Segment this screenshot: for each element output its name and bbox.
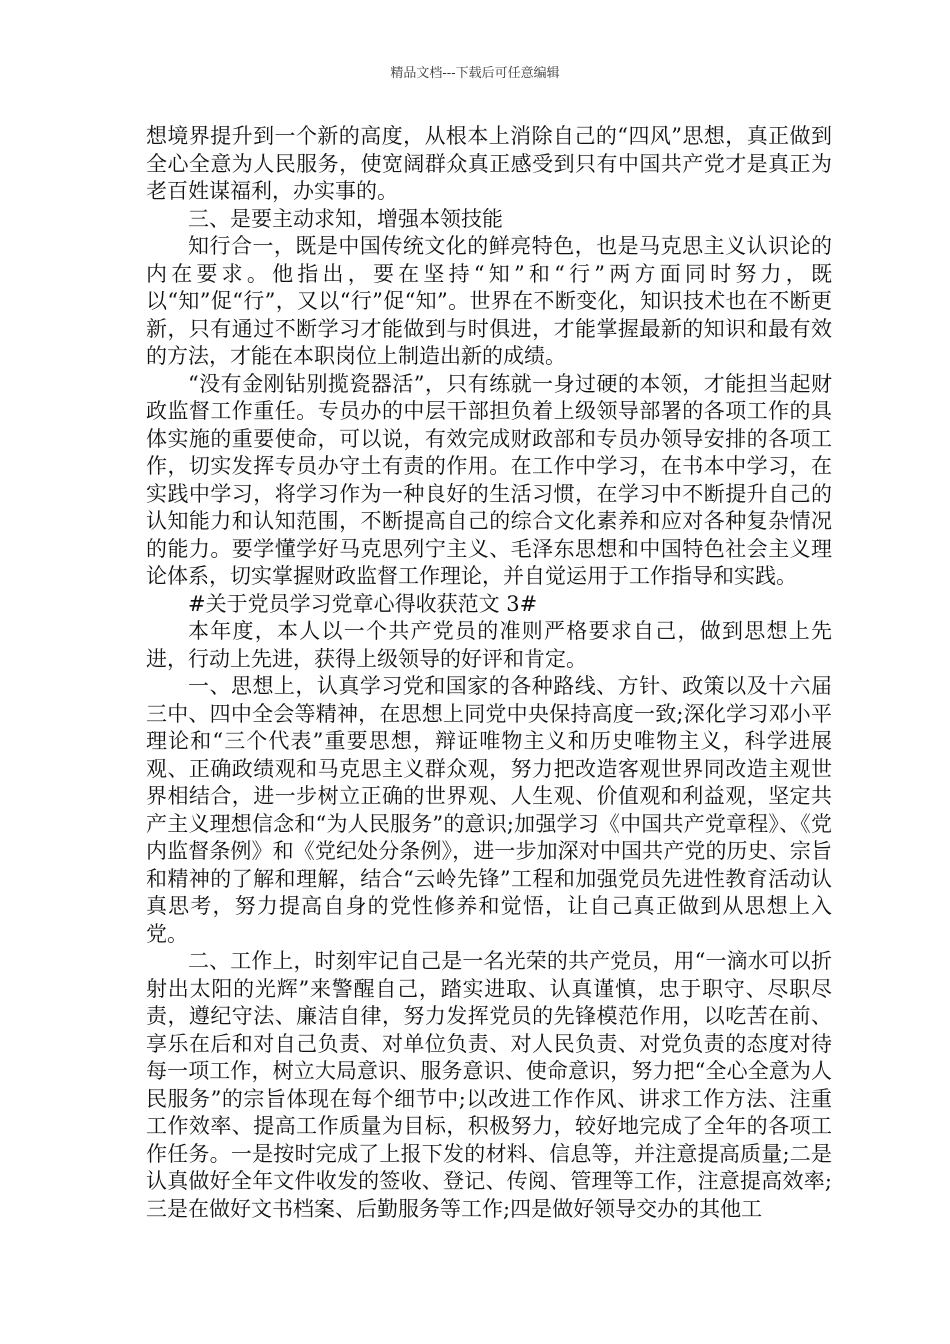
article-title-3: #关于党员学习党章心得收获范文 3# <box>188 591 538 616</box>
running-header: 精品文档---下载后可任意编辑 <box>390 66 560 81</box>
section-heading-3: 三、是要主动求知，增强本领技能 <box>188 206 503 231</box>
document-body <box>146 123 832 1223</box>
paragraph-continuation: 想境界提升到一个新的高度，从根本上消除自己的“四风”思想，真正做到全心全意为人民服务，使宽阔群众真正感受到只有中国共产党才是真正为老百姓谋福利，办实事的。 <box>146 124 832 203</box>
paragraph-skills: “没有金刚钻别揽瓷器活”，只有练就一身过硬的本领，才能担当起财政监督工作重任。专员办的中层干部担负着上级领导部署的各项工作的具体实施的重要使命，可以说，有效完成财政部和专员办领导安排的各项工作，切实发挥专员办守土有责的作用。在工作中学习，在书本中学习，在实践中学习，将学习作为一种良好的生活习惯，在学习中不断提升自己的认知能力和认知范围，不断提高自己的综合文化素养和应对各种复杂情况的能力。要学懂学好马克思列宁主义、毛泽东思想和中国特色社会主义理论体系，切实掌握财政监督工作理论，并自觉运用于工作指导和实践。 <box>146 371 832 588</box>
paragraph-intro: 本年度，本人以一个共产党员的准则严格要求自己，做到思想上先进，行动上先进，获得上级领导的好评和肯定。 <box>146 619 832 671</box>
paragraph-knowledge-action: 知行合一，既是中国传统文化的鲜亮特色，也是马克思主义认识论的内在要求。他指出，要在坚持“知”和“行”两方面同时努力，既以“知”促“行”，又以“行”促“知”。世界在不断变化，知识技术也在不断更新，只有通过不断学习才能做到与时俱进，才能掌握最新的知识和最有效的方法，才能在本职岗位上制造出新的成绩。 <box>146 234 832 368</box>
paragraph-work: 二、工作上，时刻牢记自己是一名光荣的共产党员，用“一滴水可以折射出太阳的光辉”来警醒自己，踏实进取、认真谨慎，忠于职守、尽职尽责，遵纪守法、廉洁自律，努力发挥党员的先锋模范作用，以吃苦在前、享乐在后和对自己负责、对单位负责、对人民负责、对党负责的态度对待每一项工作，树立大局意识、服务意识、使命意识，努力把“全心全意为人民服务”的宗旨体现在每个细节中;以改进工作作风、讲求工作方法、注重工作效率、提高工作质量为目标，积极努力，较好地完成了全年的各项工作任务。一是按时完成了上报下发的材料、信息等，并注意提高质量;二是认真做好全年文件收发的签收、登记、传阅、管理等工作，注意提高效率;三是在做好文书档案、后勤服务等工作;四是做好领导交办的其他工 <box>146 949 832 1221</box>
paragraph-thought: 一、思想上，认真学习党和国家的各种路线、方针、政策以及十六届三中、四中全会等精神，在思想上同党中央保持高度一致;深化学习邓小平理论和“三个代表”重要思想，辩证唯物主义和历史唯物主义，科学进展观、正确政绩观和马克思主义群众观，努力把改造客观世界同改造主观世界相结合，进一步树立正确的世界观、人生观、价值观和利益观，坚定共产主义理想信念和“为人民服务”的意识;加强学习《中国共产党章程》、《党内监督条例》和《党纪处分条例》，进一步加深对中国共产党的历史、宗旨和精神的了解和理解，结合“云岭先锋”工程和加强党员先进性教育活动认真思考，努力提高自身的党性修养和觉悟，让自己真正做到从思想上入党。 <box>146 674 832 946</box>
